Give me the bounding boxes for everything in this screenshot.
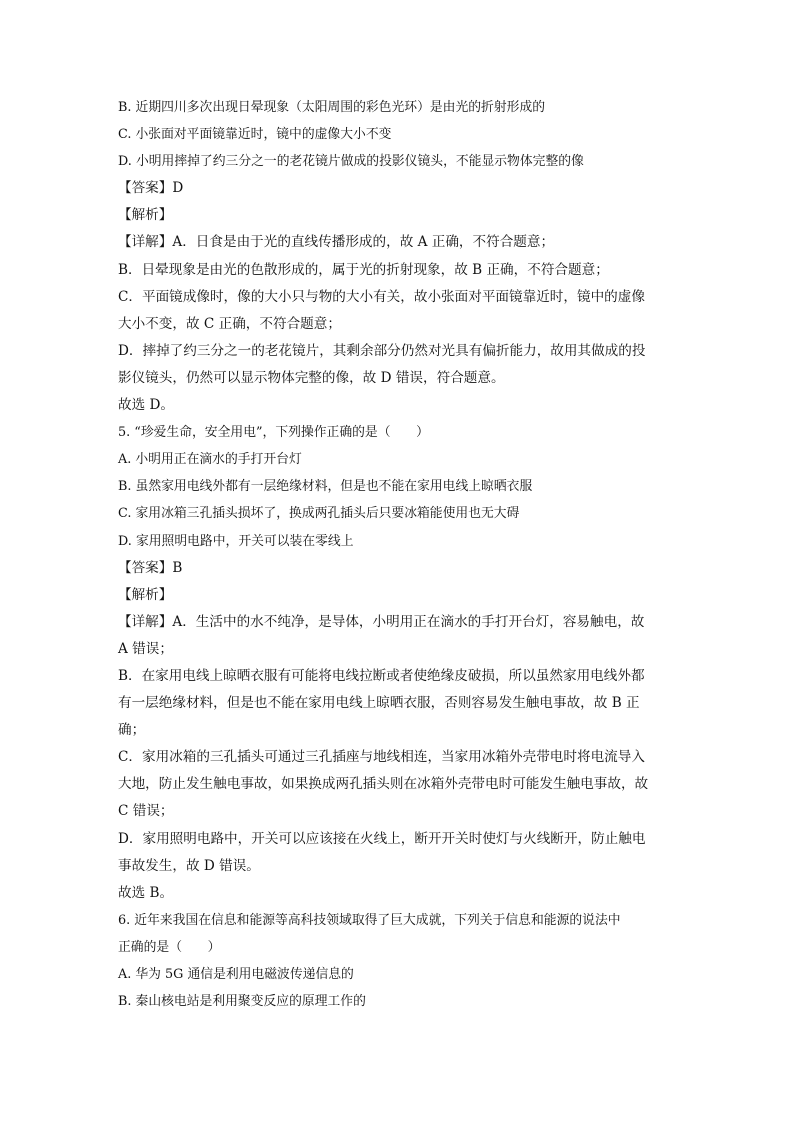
answer-line: 【答案】D xyxy=(118,180,184,197)
question-5-option-a: A. 小明用正在滴水的手打开台灯 xyxy=(118,452,302,468)
detail-line: 有一层绝缘材料，但是也不能在家用电线上晾晒衣服，否则容易发生触电事故，故 B 正 xyxy=(118,695,640,712)
question-5-option-d: D. 家用照明电路中，开关可以装在零线上 xyxy=(118,533,354,549)
analysis-heading: 【解析】 xyxy=(118,586,173,603)
detail-line: B．日晕现象是由光的色散形成的，属于光的折射现象，故 B 正确，不符合题意； xyxy=(118,261,609,278)
document-page xyxy=(118,94,678,1015)
detail-line: C．家用冰箱的三孔插头可通过三孔插座与地线相连，当家用冰箱外壳带电时将电流导入 xyxy=(118,749,645,766)
question-5-option-b: B. 虽然家用电线外都有一层绝缘材料，但是也不能在家用电线上晾晒衣服 xyxy=(118,479,533,495)
detail-line: 确； xyxy=(118,722,146,739)
detail-line: 大小不变，故 C 正确，不符合题意； xyxy=(118,315,341,332)
question-6-stem: 6. 近年来我国在信息和能源等高科技领域取得了巨大成就，下列关于信息和能源的说法中 xyxy=(118,912,621,928)
detail-line: C 错误； xyxy=(118,803,174,820)
question-5-option-c: C. 家用冰箱三孔插头损坏了，换成两孔插头后只要冰箱能使用也无大碍 xyxy=(118,506,520,522)
detail-line: D．家用照明电路中，开关可以应该接在火线上，断开开关时使灯与火线断开，防止触电 xyxy=(118,830,646,847)
option-d-line: D. 小明用摔掉了约三分之一的老花镜片做成的投影仪镜头，不能显示物体完整的像 xyxy=(118,154,584,170)
detail-line: 【详解】A．生活中的水不纯净，是导体，小明用正在滴水的手打开台灯，容易触电，故 xyxy=(118,613,645,630)
detail-line: A 错误； xyxy=(118,640,173,657)
analysis-heading: 【解析】 xyxy=(118,207,173,224)
question-6-option-a: A. 华为 5G 通信是利用电磁波传递信息的 xyxy=(118,967,354,982)
detail-line: 影仪镜头，仍然可以显示物体完整的像，故 D 错误，符合题意。 xyxy=(118,369,505,386)
detail-line: 事故发生，故 D 错误。 xyxy=(118,857,260,874)
choice-conclusion: 故选 B。 xyxy=(118,884,174,901)
option-c-line: C. 小张面对平面镜靠近时，镜中的虚像大小不变 xyxy=(118,127,392,143)
choice-conclusion: 故选 D。 xyxy=(118,397,175,414)
detail-line: 【详解】A．日食是由于光的直线传播形成的，故 A 正确，不符合题意； xyxy=(118,234,555,251)
question-6-stem-cont: 正确的是（ ） xyxy=(118,939,221,955)
detail-line: B．在家用电线上晾晒衣服有可能将电线拉断或者使绝缘皮破损，所以虽然家用电线外都 xyxy=(118,667,645,684)
answer-line: 【答案】B xyxy=(118,559,183,576)
detail-line: D．摔掉了约三分之一的老花镜片，其剩余部分仍然对光具有偏折能力，故用其做成的投 xyxy=(118,342,646,359)
question-6-option-b: B. 秦山核电站是利用聚变反应的原理工作的 xyxy=(118,994,366,1010)
question-5-stem: 5. “珍爱生命，安全用电”，下列操作正确的是（ ） xyxy=(118,425,429,441)
option-b-line: B. 近期四川多次出现日晕现象（太阳周围的彩色光环）是由光的折射形成的 xyxy=(118,100,546,115)
detail-line: C．平面镜成像时，像的大小只与物的大小有关，故小张面对平面镜靠近时，镜中的虚像 xyxy=(118,288,645,305)
detail-line: 大地，防止发生触电事故，如果换成两孔插头则在冰箱外壳带电时可能发生触电事故，故 xyxy=(118,776,649,793)
